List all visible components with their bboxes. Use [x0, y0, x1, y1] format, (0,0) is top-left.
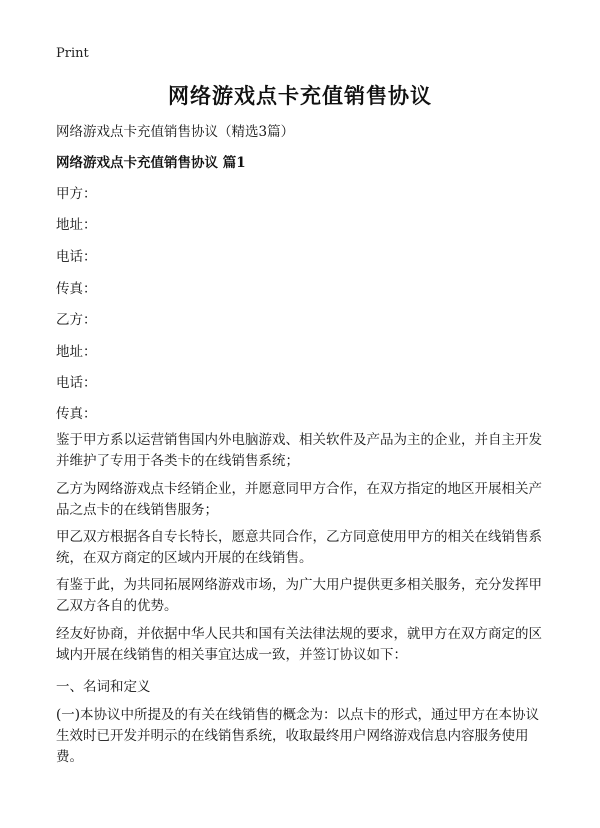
- document-title: 网络游戏点卡充值销售协议: [168, 84, 432, 108]
- field-fax-a: 传真：: [56, 281, 97, 297]
- paragraph-purpose: 有鉴于此，为共同拓展网络游戏市场，为广大用户提供更多相关服务，充分发挥甲乙双方各自的优势。: [56, 577, 542, 614]
- document-subtitle: 网络游戏点卡充值销售协议（精选3篇）: [56, 124, 295, 140]
- field-fax-b: 传真：: [56, 406, 97, 422]
- paragraph-definition-1: (一)本协议中所提及的有关在线销售的概念为：以点卡的形式，通过甲方在本协议生效时已开发并明示的在线销售系统，收取最终用户网络游戏信息内容服务使用费。: [56, 707, 540, 765]
- paragraph-definitions-heading: 一、名词和定义: [56, 679, 151, 695]
- print-label: Print: [56, 46, 89, 61]
- field-phone-b: 电话：: [56, 375, 97, 391]
- field-phone-a: 电话：: [56, 249, 97, 265]
- field-address-a: 地址：: [56, 217, 97, 233]
- paragraph-agreement: 经友好协商，并依据中华人民共和国有关法律法规的要求，就甲方在双方商定的区域内开展在线销售的相关事宜达成一致，并签订协议如下：: [56, 626, 542, 663]
- field-address-b: 地址：: [56, 344, 97, 360]
- field-party-a: 甲方：: [56, 186, 97, 202]
- paragraph-cooperation: 甲乙双方根据各自专长特长，愿意共同合作，乙方同意使用甲方的相关在线销售系统，在双方商定的区域内开展的在线销售。: [56, 529, 542, 566]
- field-party-b: 乙方：: [56, 312, 97, 328]
- paragraph-intro: 鉴于甲方系以运营销售国内外电脑游戏、相关软件及产品为主的企业，并自主开发并维护了专用于各类卡的在线销售系统；: [56, 432, 542, 469]
- paragraph-party-b: 乙方为网络游戏点卡经销企业，并愿意同甲方合作，在双方指定的地区开展相关产品之点卡的在线销售服务；: [56, 481, 542, 518]
- section-heading: 网络游戏点卡充值销售协议 篇1: [56, 155, 246, 171]
